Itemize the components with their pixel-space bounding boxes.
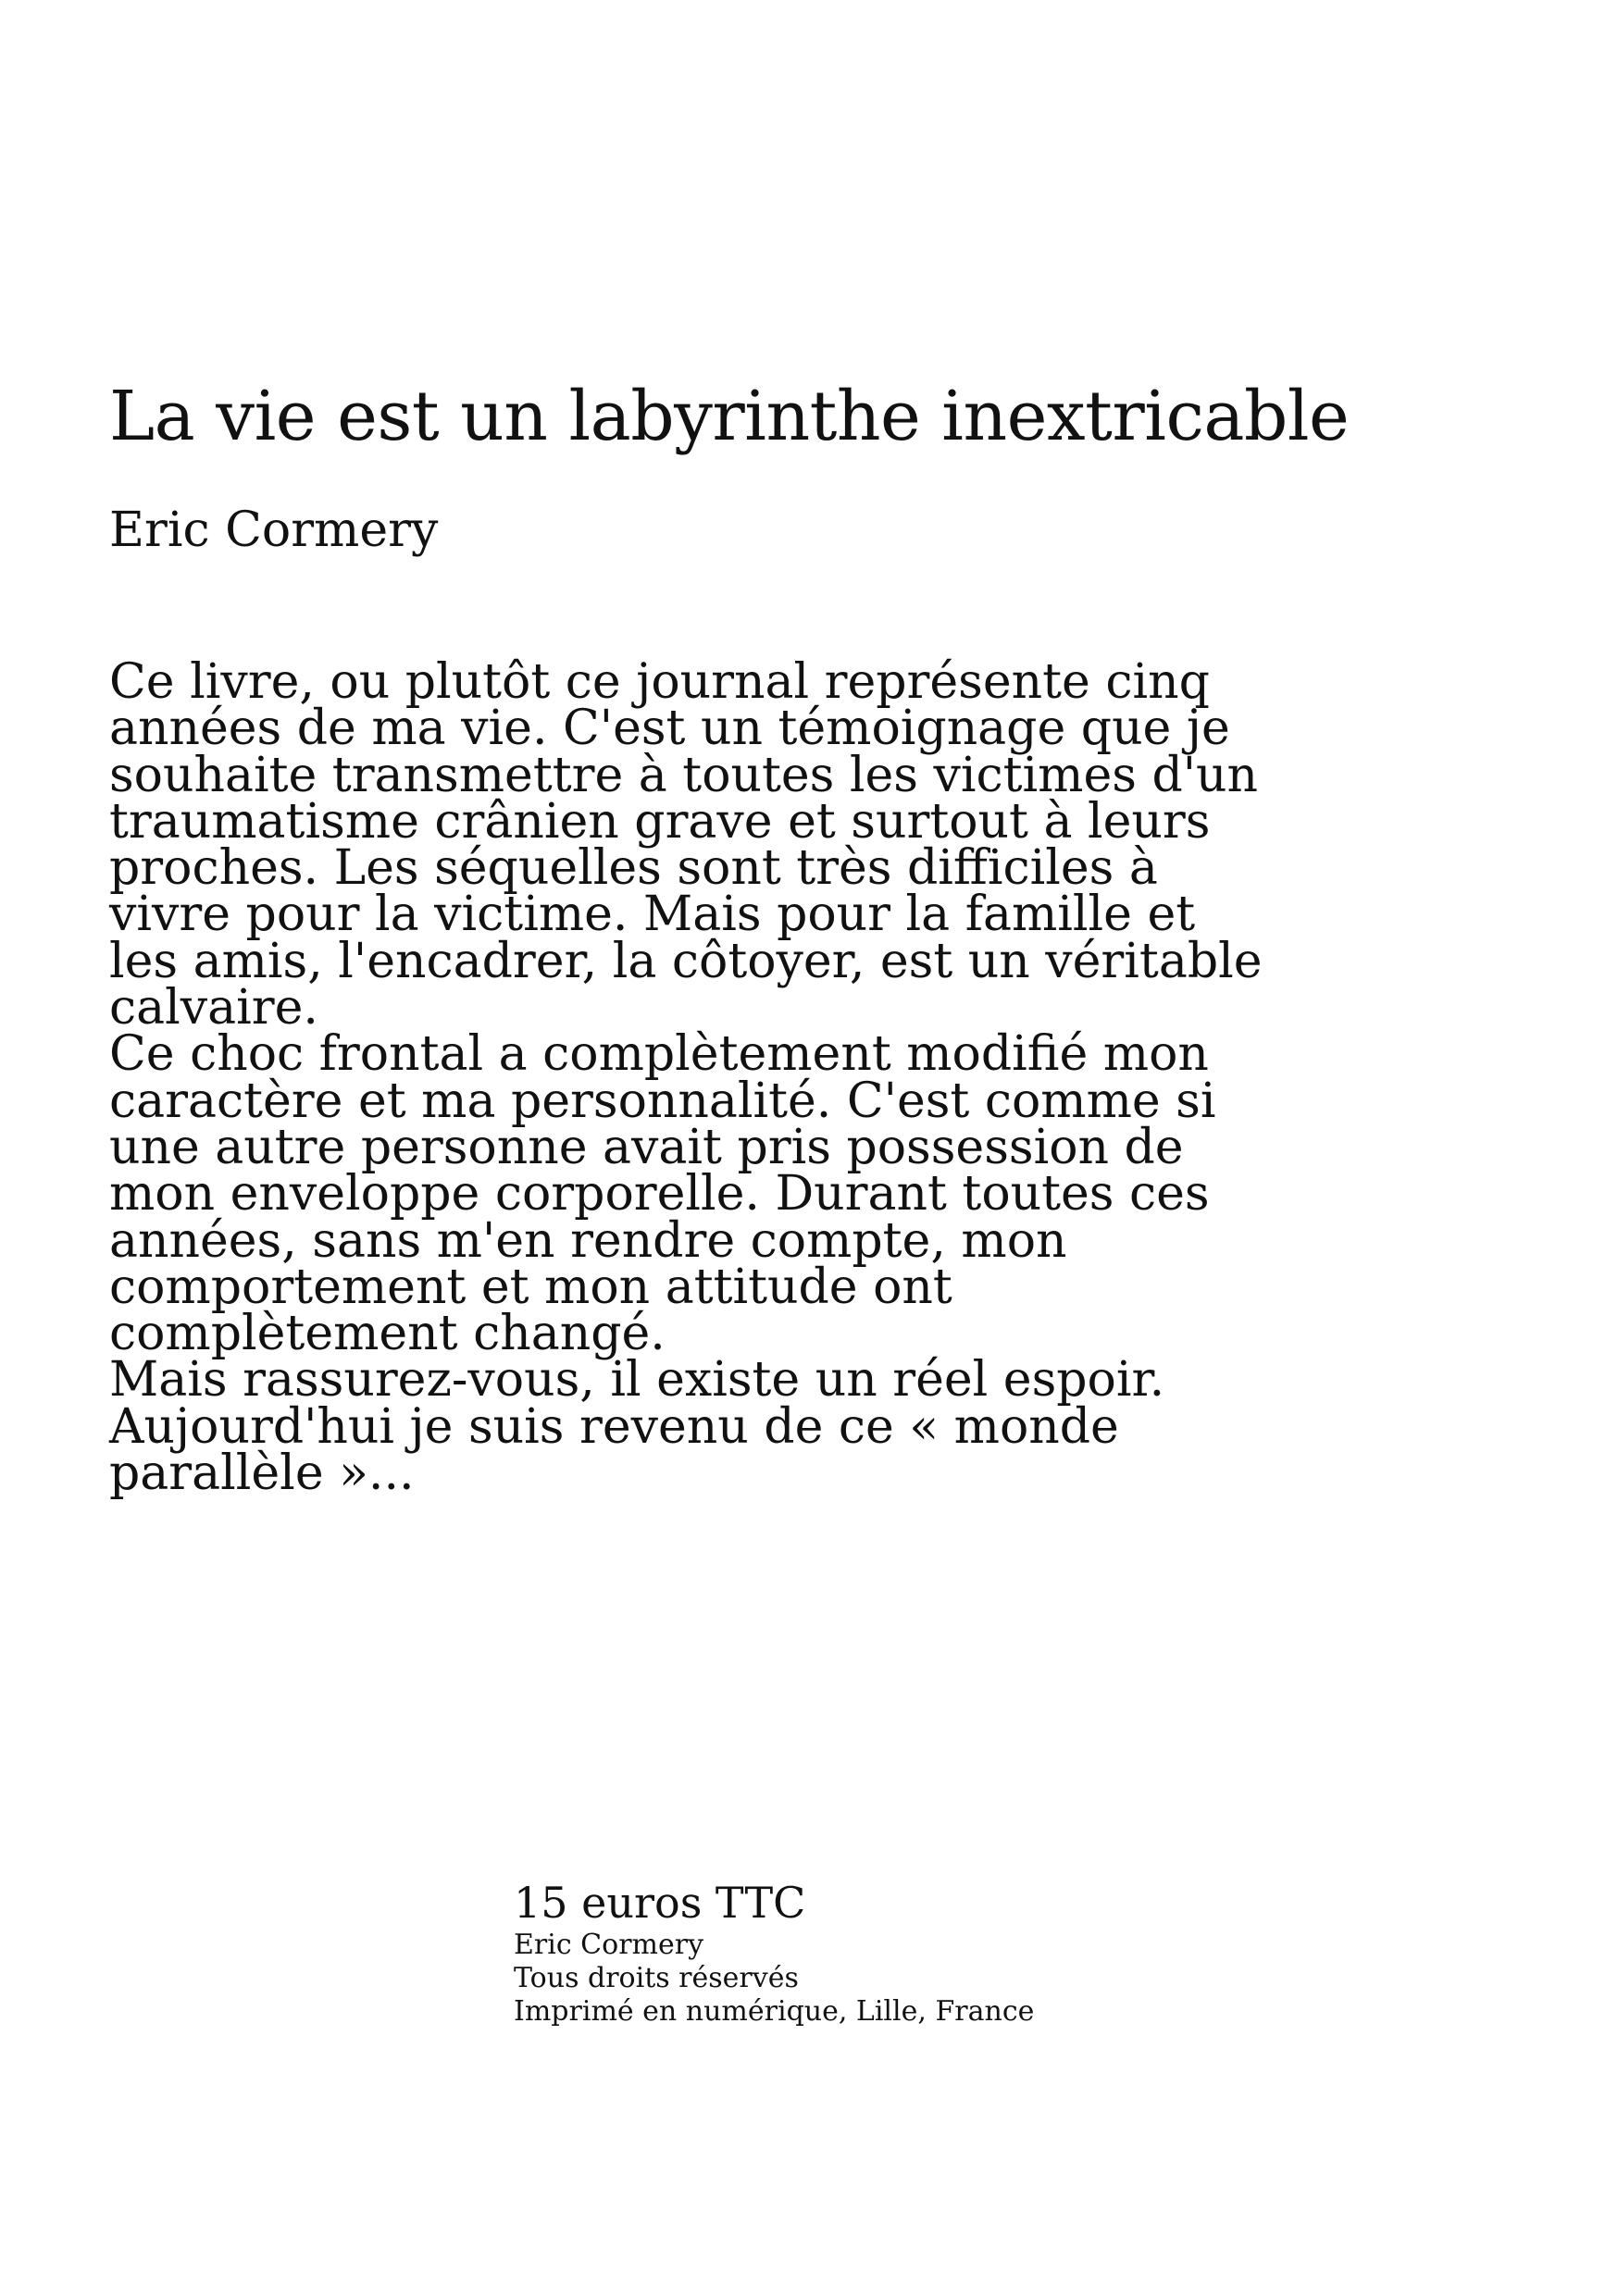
printing-info: Imprimé en numérique, Lille, France xyxy=(514,1995,1035,2028)
back-cover-blurb xyxy=(109,654,1263,1502)
blurb-line: mon enveloppe corporelle. Durant toutes ces xyxy=(109,1166,1210,1222)
blurb-line: Ce livre, ou plutôt ce journal représente cinq xyxy=(109,654,1210,710)
blurb-line: Aujourd'hui je suis revenu de ce « monde xyxy=(109,1398,1119,1455)
blurb-line: une autre personne avait pris possession de xyxy=(109,1119,1184,1175)
book-title: La vie est un labyrinthe inextricable xyxy=(109,377,1350,456)
blurb-line: caractère et ma personnalité. C'est comme si xyxy=(109,1073,1216,1129)
blurb-line: les amis, l'encadrer, la côtoyer, est un véritable xyxy=(109,933,1263,989)
blurb-line: calvaire. xyxy=(109,980,318,1036)
blurb-line: Mais rassurez-vous, il existe un réel espoir. xyxy=(109,1352,1165,1409)
blurb-line: traumatisme crânien grave et surtout à leurs xyxy=(109,793,1211,850)
blurb-line: parallèle »... xyxy=(109,1446,415,1502)
blurb-line: Ce choc frontal a complètement modifié mon xyxy=(109,1026,1209,1083)
blurb-line: années, sans m'en rendre compte, mon xyxy=(109,1212,1067,1269)
blurb-line: comportement et mon attitude ont xyxy=(109,1259,952,1315)
blurb-line: proches. Les séquelles sont très difficiles à xyxy=(109,840,1158,897)
blurb-line: complètement changé. xyxy=(109,1306,666,1362)
colophon-author: Eric Cormery xyxy=(514,1929,704,1961)
price-label: 15 euros TTC xyxy=(514,1878,806,1928)
blurb-line: vivre pour la victime. Mais pour la famille et xyxy=(109,887,1196,943)
blurb-line: années de ma vie. C'est un témoignage que je xyxy=(109,701,1230,757)
rights-notice: Tous droits réservés xyxy=(514,1962,799,1994)
colophon xyxy=(514,1877,1347,2029)
blurb-line: souhaite transmettre à toutes les victimes d'un xyxy=(109,747,1259,803)
author-name: Eric Cormery xyxy=(109,503,439,558)
